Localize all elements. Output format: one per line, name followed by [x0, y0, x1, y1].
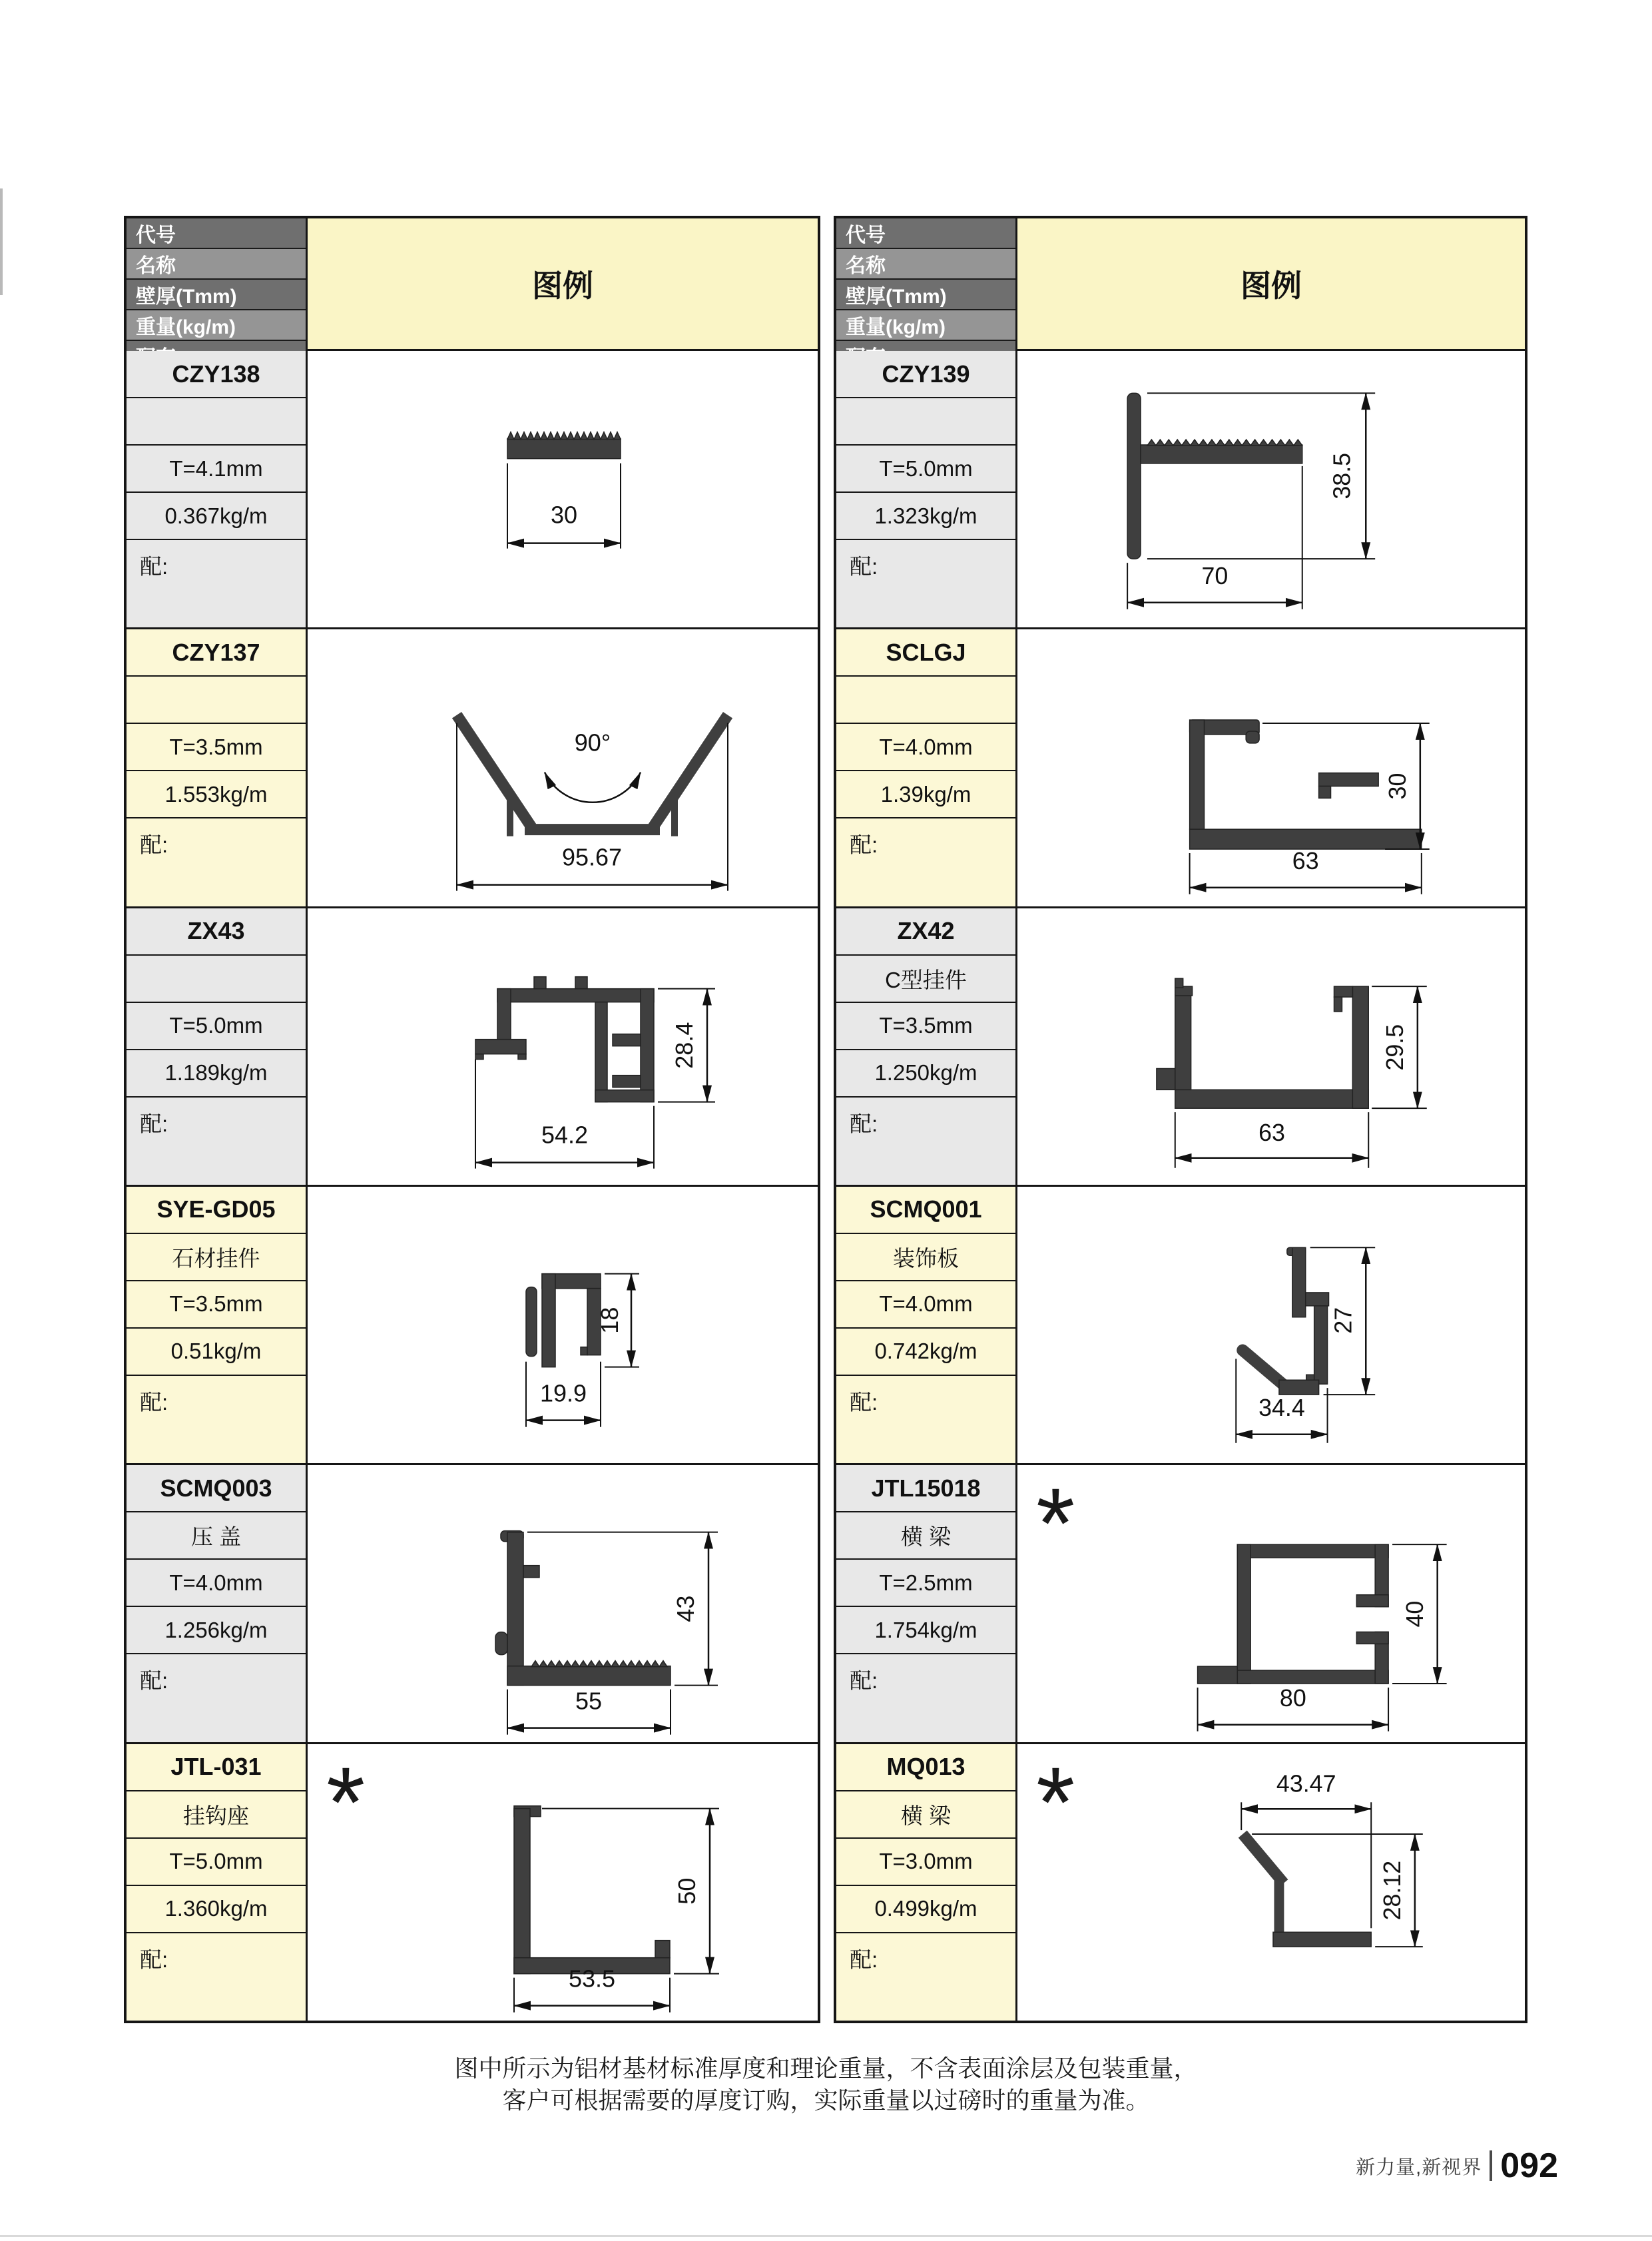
entry-weight: 1.553kg/m: [127, 770, 306, 817]
svg-text:43: 43: [672, 1595, 699, 1622]
header-row-name: 名称: [836, 248, 1015, 278]
svg-text:27: 27: [1330, 1307, 1357, 1334]
entry-jtl15018: [836, 1463, 1525, 1742]
entry-thickness: T=3.5mm: [127, 1280, 306, 1327]
svg-text:54.2: 54.2: [541, 1121, 589, 1149]
entry-czy138: [127, 351, 818, 627]
entry-name: 压 盖: [127, 1511, 306, 1558]
svg-text:19.9: 19.9: [539, 1379, 587, 1407]
entry-name: C型挂件: [836, 954, 1015, 1002]
entry-thickness: T=4.0mm: [836, 1280, 1015, 1327]
spec-table-right: [834, 216, 1527, 2023]
header-row-name: 名称: [127, 248, 306, 278]
entry-zx42: [836, 906, 1525, 1185]
header-row-code: 代号: [836, 218, 1015, 248]
svg-text:38.5: 38.5: [1328, 452, 1356, 499]
entry-labels: [127, 629, 308, 906]
entry-thickness: T=2.5mm: [836, 1558, 1015, 1606]
page-number: 092: [1500, 2146, 1558, 2185]
profile-drawing-czy137: [308, 629, 818, 906]
entry-thickness: T=4.1mm: [127, 444, 306, 491]
entry-name: [127, 397, 306, 444]
entry-weight: 1.323kg/m: [836, 491, 1015, 539]
header-row-weight: 重量(kg/m): [127, 309, 306, 340]
profile-drawing-zx42: [1017, 908, 1525, 1185]
entry-thickness: T=3.5mm: [836, 1002, 1015, 1049]
page-footer: [1356, 2146, 1558, 2186]
svg-text:55: 55: [575, 1687, 603, 1715]
entry-weight: 1.256kg/m: [127, 1606, 306, 1653]
header-row-thickness: 壁厚(Tmm): [127, 278, 306, 309]
svg-text:80: 80: [1279, 1685, 1306, 1712]
entry-name: 横 梁: [836, 1790, 1015, 1837]
svg-text:43.47: 43.47: [1276, 1770, 1336, 1797]
entry-match: 配:: [836, 1375, 1015, 1463]
entry-match: 配:: [836, 1653, 1015, 1742]
entry-weight: 0.51kg/m: [127, 1327, 306, 1375]
entry-labels: [127, 1465, 308, 1742]
entry-weight: 1.754kg/m: [836, 1606, 1015, 1653]
footnote-line-2: 客户可根据需要的厚度订购，实际重量以过磅时的重量为准。: [502, 2086, 1150, 2114]
entry-match: 配:: [836, 817, 1015, 906]
entry-diagram: [308, 1187, 818, 1463]
entry-code: CZY137: [172, 638, 260, 666]
svg-text:90°: 90°: [574, 729, 611, 757]
header-legend-cell: 图例: [308, 218, 818, 349]
entry-thickness: T=3.5mm: [127, 723, 306, 770]
entry-thickness: T=4.0mm: [836, 723, 1015, 770]
entry-code: CZY139: [882, 360, 970, 388]
entry-labels: [127, 1744, 308, 2021]
entry-thickness: T=4.0mm: [127, 1558, 306, 1606]
entry-labels: [836, 1465, 1017, 1742]
header-row-code: 代号: [127, 218, 306, 248]
entry-jtl-031: [127, 1742, 818, 2021]
page-bottom-edge: [0, 2235, 1652, 2237]
asterisk-mark: *: [326, 1746, 366, 1858]
entry-diagram: [308, 629, 818, 906]
entry-czy139: [836, 351, 1525, 627]
entry-thickness: T=5.0mm: [127, 1002, 306, 1049]
entry-weight: 0.367kg/m: [127, 491, 306, 539]
entry-diagram: [308, 351, 818, 627]
entry-diagram: [1017, 1187, 1525, 1463]
footer-slogan: 新力量,新视界: [1356, 2156, 1482, 2178]
asterisk-mark: *: [1036, 1467, 1075, 1580]
entry-weight: 0.742kg/m: [836, 1327, 1015, 1375]
entry-match: 配:: [127, 1375, 306, 1463]
profile-drawing-zx43: [308, 908, 818, 1185]
entry-weight: 1.39kg/m: [836, 770, 1015, 817]
profile-drawing-scmq001: [1017, 1187, 1525, 1463]
svg-text:70: 70: [1201, 562, 1229, 589]
entry-labels: [127, 1187, 308, 1463]
entry-name: [127, 675, 306, 723]
svg-text:53.5: 53.5: [568, 1965, 616, 1993]
profile-drawing-sye-gd05: [308, 1187, 818, 1463]
svg-text:28.12: 28.12: [1378, 1860, 1406, 1921]
header-row-thickness: 壁厚(Tmm): [836, 278, 1015, 309]
entry-match: 配:: [836, 539, 1015, 627]
entry-code: CZY138: [172, 360, 260, 388]
entry-name: 石材挂件: [127, 1233, 306, 1280]
entry-name: 横 梁: [836, 1511, 1015, 1558]
profile-drawing-czy139: [1017, 351, 1525, 627]
svg-text:28.4: 28.4: [671, 1022, 698, 1069]
entry-name: 挂钩座: [127, 1790, 306, 1837]
entry-thickness: T=5.0mm: [836, 444, 1015, 491]
entry-thickness: T=3.0mm: [836, 1837, 1015, 1885]
entry-code: SYE-GD05: [156, 1195, 276, 1223]
profile-drawing-scmq003: [308, 1465, 818, 1742]
entry-sclgj: [836, 627, 1525, 906]
svg-text:63: 63: [1258, 1119, 1285, 1146]
entry-sye-gd05: [127, 1185, 818, 1463]
entry-code: ZX42: [897, 917, 955, 945]
entry-name: 装饰板: [836, 1233, 1015, 1280]
entry-match: 配:: [836, 1096, 1015, 1185]
entry-weight: 1.360kg/m: [127, 1885, 306, 1932]
profile-drawing-jtl-031: [308, 1744, 818, 2021]
entry-match: 配:: [836, 1932, 1015, 2021]
entry-code: SCMQ001: [870, 1195, 982, 1223]
header-label-column: [836, 218, 1017, 349]
profile-drawing-sclgj: [1017, 629, 1525, 906]
entry-name: [836, 397, 1015, 444]
svg-text:18: 18: [596, 1307, 623, 1334]
entry-weight: 1.189kg/m: [127, 1049, 306, 1096]
svg-text:63: 63: [1292, 848, 1319, 875]
profile-drawing-czy138: [308, 351, 818, 627]
entry-labels: [127, 908, 308, 1185]
footnote: [0, 2053, 1652, 2116]
entry-diagram: [1017, 351, 1525, 627]
entry-diagram: [308, 908, 818, 1185]
entry-labels: [836, 1744, 1017, 2021]
header-row-weight: 重量(kg/m): [836, 309, 1015, 340]
header-legend-cell: 图例: [1017, 218, 1525, 349]
footer-divider: [1490, 2150, 1492, 2181]
entry-name: [127, 954, 306, 1002]
entry-labels: [836, 908, 1017, 1185]
entry-labels: [836, 1187, 1017, 1463]
spec-table-left: [124, 216, 820, 2023]
entry-code: JTL15018: [871, 1474, 981, 1502]
entry-code: SCMQ003: [160, 1474, 272, 1502]
entry-labels: [836, 351, 1017, 627]
table-header: [836, 218, 1525, 351]
entry-labels: [836, 629, 1017, 906]
entry-thickness: T=5.0mm: [127, 1837, 306, 1885]
entry-scmq003: [127, 1463, 818, 1742]
header-label-column: [127, 218, 308, 349]
entry-match: 配:: [127, 539, 306, 627]
svg-text:40: 40: [1401, 1600, 1428, 1628]
entry-match: 配:: [127, 817, 306, 906]
entry-czy137: [127, 627, 818, 906]
entry-match: 配:: [127, 1932, 306, 2021]
entry-code: JTL-031: [170, 1753, 262, 1781]
entry-code: ZX43: [187, 917, 245, 945]
svg-text:50: 50: [673, 1877, 700, 1905]
svg-text:95.67: 95.67: [561, 843, 623, 871]
svg-text:30: 30: [1384, 773, 1411, 800]
entry-code: MQ013: [886, 1753, 965, 1781]
entry-diagram: [1017, 629, 1525, 906]
profile-drawing-jtl15018: [1017, 1465, 1525, 1742]
entry-match: 配:: [127, 1096, 306, 1185]
svg-text:29.5: 29.5: [1381, 1024, 1408, 1071]
entry-code: SCLGJ: [886, 638, 966, 666]
entry-match: 配:: [127, 1653, 306, 1742]
page-edge-mark: [0, 188, 3, 295]
entry-diagram: [1017, 908, 1525, 1185]
footnote-line-1: 图中所示为铝材基材标准厚度和理论重量，不含表面涂层及包装重量，: [454, 2055, 1198, 2082]
entry-diagram: [1017, 1744, 1525, 2021]
asterisk-mark: *: [1036, 1746, 1075, 1858]
table-header: [127, 218, 818, 351]
entry-zx43: [127, 906, 818, 1185]
entry-labels: [127, 351, 308, 627]
entry-diagram: [308, 1744, 818, 2021]
entry-diagram: [1017, 1465, 1525, 1742]
entry-scmq001: [836, 1185, 1525, 1463]
svg-text:30: 30: [550, 501, 578, 529]
entry-weight: 0.499kg/m: [836, 1885, 1015, 1932]
profile-drawing-mq013: [1017, 1744, 1525, 2021]
svg-text:34.4: 34.4: [1258, 1394, 1305, 1421]
entry-mq013: [836, 1742, 1525, 2021]
entry-weight: 1.250kg/m: [836, 1049, 1015, 1096]
entry-name: [836, 675, 1015, 723]
entry-diagram: [308, 1465, 818, 1742]
